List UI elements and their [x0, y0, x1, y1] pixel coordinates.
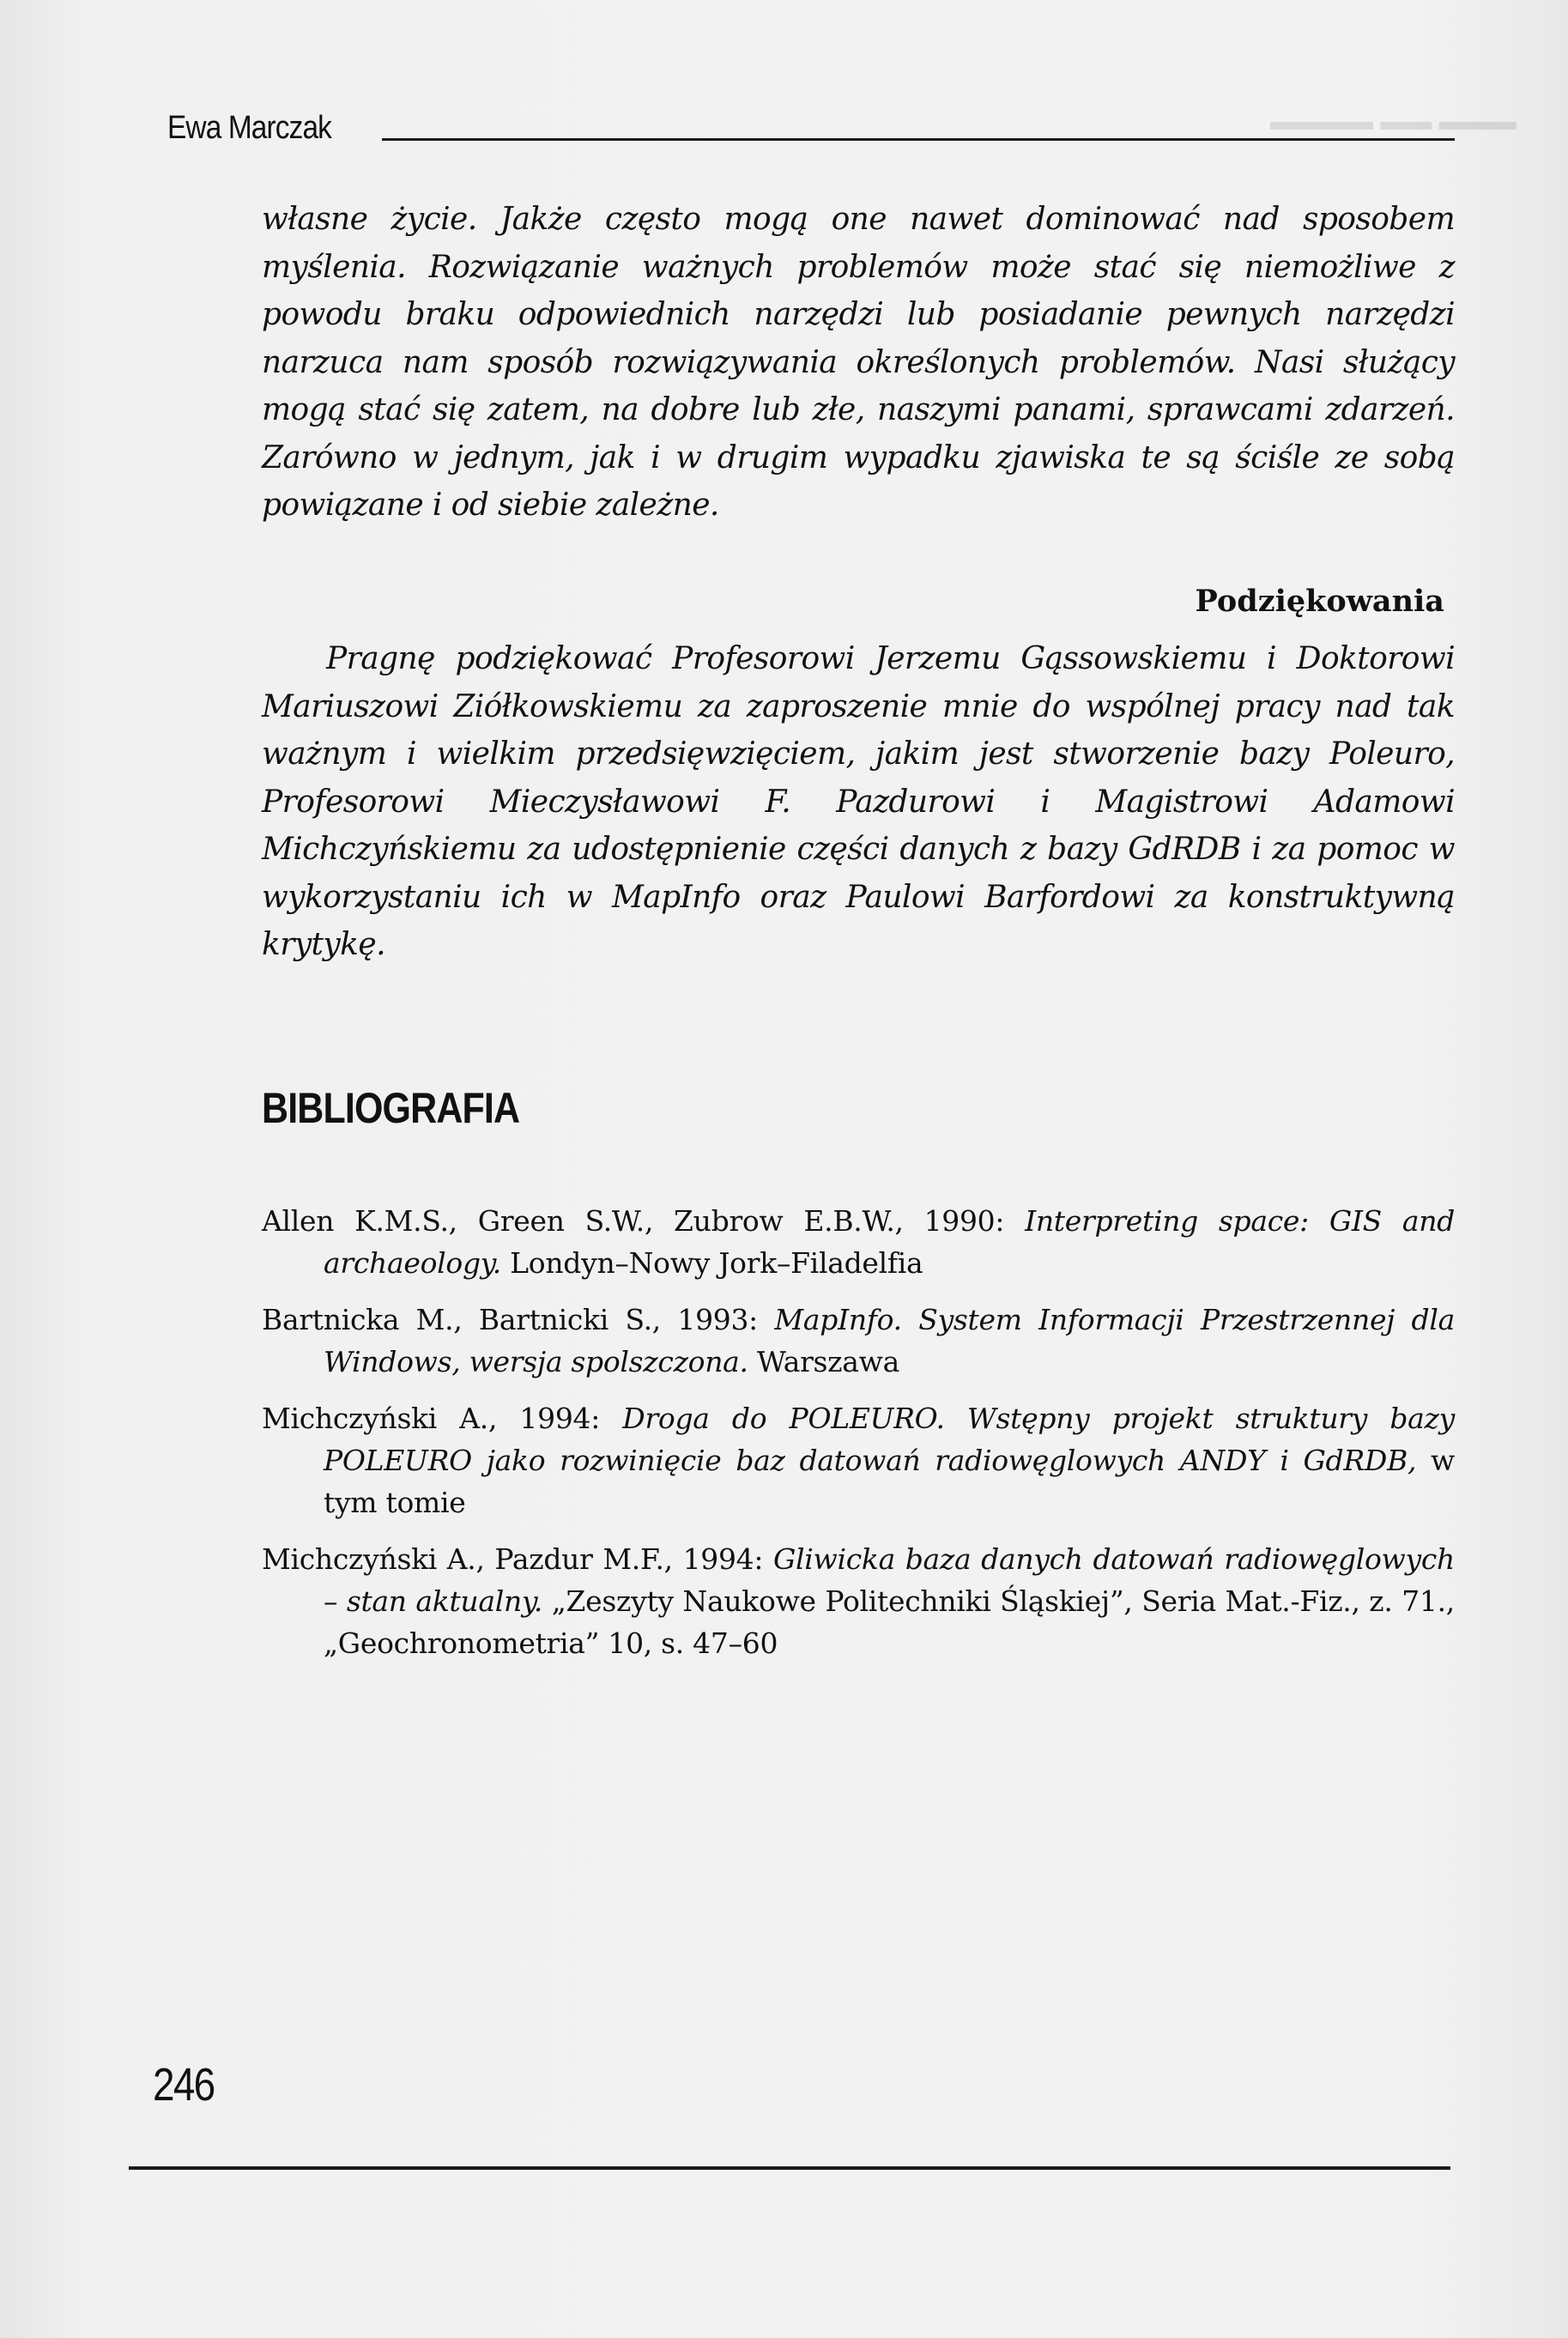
entry-title: Gliwicka baza danych datowań radiowęglowych – stan aktualny. — [324, 1542, 1455, 1618]
entry-authors: Michczyński A., 1994: — [262, 1402, 623, 1435]
entry-publication: w tym tomie — [324, 1444, 1455, 1519]
show-through-decoration: ▬▬▬ ▬▬ ▬▬▬▬ — [1270, 107, 1517, 136]
footer-rule — [129, 2166, 1450, 2170]
bibliography-list — [262, 1200, 1455, 1679]
entry-authors: Allen K.M.S., Green S.W., Zubrow E.B.W., 1990: — [262, 1204, 1026, 1238]
page-number: 246 — [153, 2059, 215, 2111]
acknowledgements-paragraph: Pragnę podziękować Profesorowi Jerzemu Gąssowskiemu i Doktorowi Mariuszowi Ziółkowskiemu za zaproszenie mnie do wspólnej pracy nad tak ważnym i wielkim przedsięwzięciem, jakim jest stworzenie bazy Poleuro, Profesorowi Mieczysławowi F. Pazdurowi i Magistrowi Adamowi Michczyńskiemu za udostępnienie części danych z bazy GdRDB i za pomoc w wykorzystaniu ich w MapInfo oraz Paulowi Barfordowi za konstruktywną krytykę. — [262, 641, 1455, 962]
bibliography-entry — [262, 1397, 1455, 1523]
bibliography-entry — [262, 1200, 1455, 1284]
bibliography-entry — [262, 1299, 1455, 1383]
bibliography-entry — [262, 1538, 1455, 1664]
entry-authors: Bartnicka M., Bartnicki S., 1993: — [262, 1303, 775, 1336]
bibliography-heading: BIBLIOGRAFIA — [262, 1084, 520, 1132]
entry-title: Interpreting space: GIS and archaeology. — [324, 1204, 1455, 1280]
entry-title: Droga do POLEURO. Wstępny projekt struktury bazy POLEURO jako rozwinięcie baz datowań radiowęglowych ANDY i GdRDB, — [324, 1402, 1455, 1477]
entry-publication: „Zeszyty Naukowe Politechniki Śląskiej”, Seria Mat.-Fiz., z. 71., „Geochronometria” 10, s. 47–60 — [324, 1584, 1455, 1660]
entry-title: MapInfo. System Informacji Przestrzennej dla Windows, wersja spolszczona. — [324, 1303, 1455, 1378]
acknowledgements-heading: Podziękowania — [1195, 584, 1444, 619]
running-head-author: Ewa Marczak — [167, 110, 332, 146]
body-paragraph: własne życie. Jakże często mogą one nawet dominować nad sposobem myślenia. Rozwiązanie ważnych problemów może stać się niemożliwe z powodu braku odpowiednich narzędzi lub posiadanie pewnych narzędzi narzuca nam sposób rozwiązywania określonych problemów. Nasi służący mogą stać się zatem, na dobre lub złe, naszymi panami, sprawcami zdarzeń. Zarówno w jednym, jak i w drugim wypadku zjawiska te są ściśle ze sobą powiązane i od siebie zależne. — [262, 202, 1455, 523]
entry-authors: Michczyński A., Pazdur M.F., 1994: — [262, 1542, 773, 1576]
header-rule — [382, 138, 1455, 141]
entry-publication: Warszawa — [748, 1345, 899, 1378]
entry-publication: Londyn–Nowy Jork–Filadelfia — [500, 1246, 923, 1280]
